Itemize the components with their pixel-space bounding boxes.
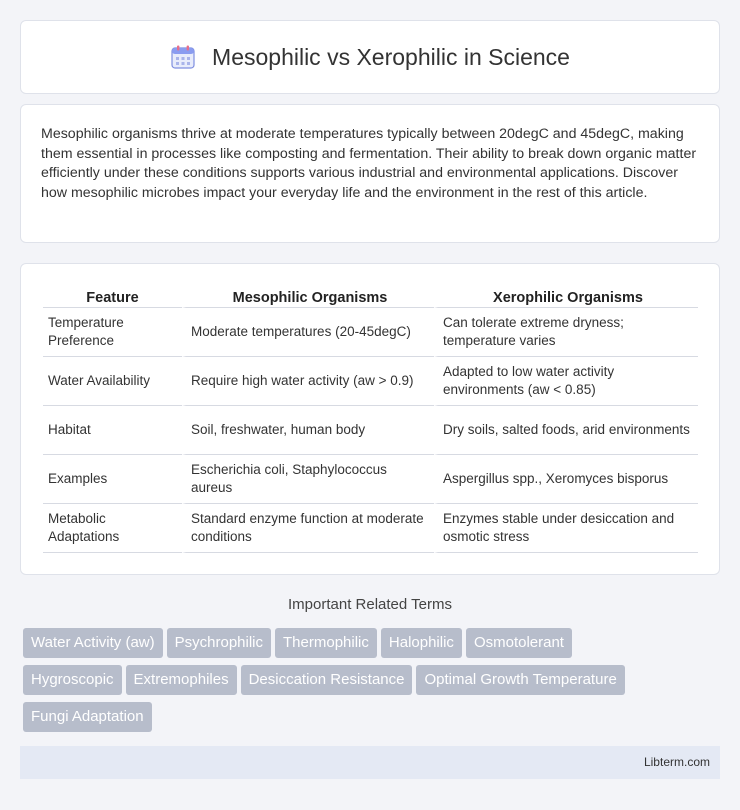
comparison-table-card [20,263,720,575]
related-term-tag[interactable]: Desiccation Resistance [241,665,413,695]
intro-card [20,104,720,243]
cell-mesophilic: Escherichia coli, Staphylococcus aureus [182,455,434,504]
header-mesophilic: Mesophilic Organisms [182,284,434,308]
cell-xerophilic: Aspergillus spp., Xeromyces bisporus [434,455,698,504]
cell-xerophilic: Dry soils, salted foods, arid environments [434,406,698,455]
related-term-tag[interactable]: Water Activity (aw) [23,628,163,658]
related-terms-list [23,628,723,739]
cell-xerophilic: Adapted to low water activity environments (aw < 0.85) [434,357,698,406]
header-feature: Feature [43,284,182,308]
cell-mesophilic: Standard enzyme function at moderate conditions [182,504,434,553]
footer-site-link[interactable]: Libterm.com [643,755,710,769]
table-row [43,455,698,504]
table-row [43,357,698,406]
comparison-table [43,284,698,553]
related-terms-title: Important Related Terms [288,596,452,613]
table-row [43,504,698,553]
cell-feature: Water Availability [43,357,182,406]
page-title: Mesophilic vs Xerophilic in Science [212,43,570,70]
related-term-tag[interactable]: Osmotolerant [466,628,572,658]
cell-feature: Temperature Preference [43,308,182,357]
cell-xerophilic: Enzymes stable under desiccation and osmotic stress [434,504,698,553]
cell-mesophilic: Soil, freshwater, human body [182,406,434,455]
header-xerophilic: Xerophilic Organisms [434,284,698,308]
related-term-tag[interactable]: Halophilic [381,628,462,658]
cell-feature: Habitat [43,406,182,455]
table-header-row [43,284,698,308]
related-term-tag[interactable]: Optimal Growth Temperature [416,665,624,695]
table-row [43,308,698,357]
related-term-tag[interactable]: Hygroscopic [23,665,122,695]
related-term-tag[interactable]: Extremophiles [126,665,237,695]
calendar-icon [170,44,196,70]
related-term-tag[interactable]: Psychrophilic [167,628,271,658]
cell-xerophilic: Can tolerate extreme dryness; temperature varies [434,308,698,357]
table-row [43,406,698,455]
footer [20,746,720,779]
cell-feature: Metabolic Adaptations [43,504,182,553]
intro-text: Mesophilic organisms thrive at moderate temperatures typically between 20degC and 45degC, making them essential in processes like composting and fermentation. Their ability to break down organic matter efficiently under these conditions supports various industrial and environmental applications. Discover how mesophilic microbes impact your everyday life and the environment in the rest of this article. [41,126,697,201]
cell-feature: Examples [43,455,182,504]
title-card [20,20,720,94]
cell-mesophilic: Moderate temperatures (20-45degC) [182,308,434,357]
cell-mesophilic: Require high water activity (aw > 0.9) [182,357,434,406]
related-term-tag[interactable]: Fungi Adaptation [23,702,152,732]
related-term-tag[interactable]: Thermophilic [275,628,377,658]
